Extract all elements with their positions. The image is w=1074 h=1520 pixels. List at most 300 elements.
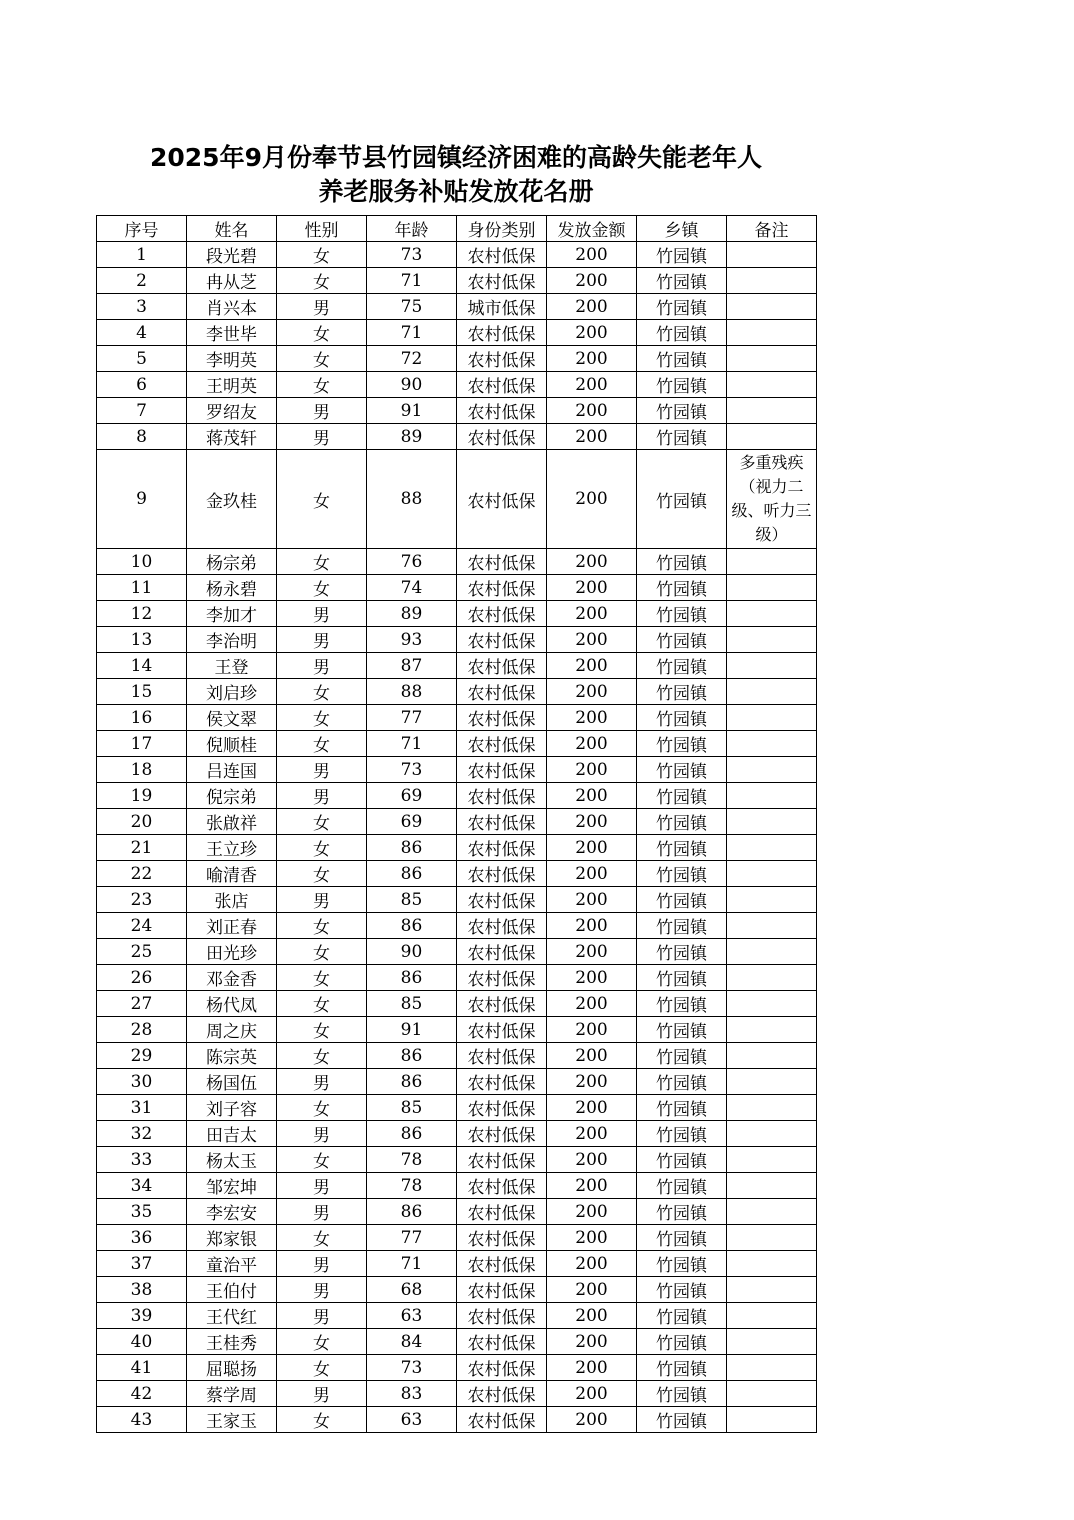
cell-index: 6 <box>97 372 187 398</box>
cell-amount: 200 <box>547 1355 637 1381</box>
cell-index: 37 <box>97 1251 187 1277</box>
cell-index: 17 <box>97 731 187 757</box>
cell-identity-category: 农村低保 <box>457 320 547 346</box>
cell-township: 竹园镇 <box>637 653 727 679</box>
cell-gender: 女 <box>277 731 367 757</box>
cell-identity-category: 农村低保 <box>457 809 547 835</box>
cell-gender: 女 <box>277 913 367 939</box>
cell-gender: 男 <box>277 887 367 913</box>
cell-name: 杨代凤 <box>187 991 277 1017</box>
cell-age: 85 <box>367 1095 457 1121</box>
cell-remarks <box>727 1407 817 1433</box>
cell-amount: 200 <box>547 1329 637 1355</box>
cell-age: 86 <box>367 1121 457 1147</box>
cell-township: 竹园镇 <box>637 939 727 965</box>
cell-identity-category: 农村低保 <box>457 1147 547 1173</box>
cell-township: 竹园镇 <box>637 1381 727 1407</box>
cell-gender: 男 <box>277 424 367 450</box>
cell-identity-category: 农村低保 <box>457 1199 547 1225</box>
cell-township: 竹园镇 <box>637 1147 727 1173</box>
cell-amount: 200 <box>547 346 637 372</box>
table-row <box>97 783 817 809</box>
cell-name: 郑家银 <box>187 1225 277 1251</box>
cell-township: 竹园镇 <box>637 450 727 549</box>
cell-remarks <box>727 1095 817 1121</box>
cell-name: 杨宗弟 <box>187 549 277 575</box>
cell-gender: 男 <box>277 1121 367 1147</box>
cell-gender: 女 <box>277 991 367 1017</box>
cell-identity-category: 农村低保 <box>457 679 547 705</box>
cell-gender: 男 <box>277 783 367 809</box>
cell-name: 倪顺桂 <box>187 731 277 757</box>
cell-identity-category: 农村低保 <box>457 1407 547 1433</box>
cell-identity-category: 农村低保 <box>457 991 547 1017</box>
cell-index: 38 <box>97 1277 187 1303</box>
cell-township: 竹园镇 <box>637 1069 727 1095</box>
cell-township: 竹园镇 <box>637 242 727 268</box>
cell-township: 竹园镇 <box>637 1173 727 1199</box>
cell-name: 杨永碧 <box>187 575 277 601</box>
cell-index: 22 <box>97 861 187 887</box>
cell-index: 13 <box>97 627 187 653</box>
cell-amount: 200 <box>547 1277 637 1303</box>
cell-remarks <box>727 835 817 861</box>
cell-age: 71 <box>367 320 457 346</box>
cell-age: 68 <box>367 1277 457 1303</box>
cell-index: 40 <box>97 1329 187 1355</box>
cell-age: 87 <box>367 653 457 679</box>
cell-index: 25 <box>97 939 187 965</box>
cell-identity-category: 农村低保 <box>457 705 547 731</box>
cell-identity-category: 农村低保 <box>457 887 547 913</box>
cell-index: 1 <box>97 242 187 268</box>
table-row <box>97 1303 817 1329</box>
subsidy-roster-table <box>96 215 817 1433</box>
cell-identity-category: 农村低保 <box>457 861 547 887</box>
cell-identity-category: 农村低保 <box>457 575 547 601</box>
cell-township: 竹园镇 <box>637 809 727 835</box>
cell-index: 15 <box>97 679 187 705</box>
cell-amount: 200 <box>547 1017 637 1043</box>
cell-identity-category: 农村低保 <box>457 398 547 424</box>
cell-township: 竹园镇 <box>637 1251 727 1277</box>
cell-name: 王桂秀 <box>187 1329 277 1355</box>
cell-age: 90 <box>367 939 457 965</box>
cell-age: 91 <box>367 1017 457 1043</box>
cell-index: 12 <box>97 601 187 627</box>
table-row <box>97 679 817 705</box>
cell-index: 3 <box>97 294 187 320</box>
cell-gender: 男 <box>277 1381 367 1407</box>
cell-identity-category: 农村低保 <box>457 913 547 939</box>
cell-gender: 女 <box>277 1407 367 1433</box>
cell-township: 竹园镇 <box>637 835 727 861</box>
cell-amount: 200 <box>547 398 637 424</box>
cell-identity-category: 农村低保 <box>457 346 547 372</box>
cell-name: 吕连国 <box>187 757 277 783</box>
cell-index: 32 <box>97 1121 187 1147</box>
cell-remarks <box>727 783 817 809</box>
cell-township: 竹园镇 <box>637 268 727 294</box>
table-row <box>97 809 817 835</box>
cell-identity-category: 农村低保 <box>457 939 547 965</box>
table-row <box>97 1095 817 1121</box>
cell-township: 竹园镇 <box>637 1199 727 1225</box>
cell-remarks <box>727 1277 817 1303</box>
cell-age: 89 <box>367 424 457 450</box>
table-row <box>97 398 817 424</box>
document-title-line2: 养老服务补贴发放花名册 <box>318 177 594 206</box>
table-row <box>97 1381 817 1407</box>
cell-index: 34 <box>97 1173 187 1199</box>
table-header-row <box>97 216 817 242</box>
cell-remarks <box>727 424 817 450</box>
cell-age: 85 <box>367 991 457 1017</box>
table-row <box>97 575 817 601</box>
cell-remarks <box>727 1381 817 1407</box>
cell-remarks <box>727 1069 817 1095</box>
cell-gender: 女 <box>277 705 367 731</box>
cell-age: 86 <box>367 1043 457 1069</box>
table-row <box>97 372 817 398</box>
cell-gender: 女 <box>277 965 367 991</box>
cell-name: 李治明 <box>187 627 277 653</box>
cell-name: 段光碧 <box>187 242 277 268</box>
cell-gender: 女 <box>277 549 367 575</box>
cell-identity-category: 农村低保 <box>457 783 547 809</box>
cell-index: 41 <box>97 1355 187 1381</box>
cell-township: 竹园镇 <box>637 705 727 731</box>
table-row <box>97 601 817 627</box>
cell-gender: 男 <box>277 1277 367 1303</box>
cell-index: 14 <box>97 653 187 679</box>
cell-township: 竹园镇 <box>637 757 727 783</box>
cell-index: 20 <box>97 809 187 835</box>
header-township: 乡镇 <box>637 216 727 242</box>
cell-index: 33 <box>97 1147 187 1173</box>
cell-amount: 200 <box>547 1147 637 1173</box>
cell-index: 21 <box>97 835 187 861</box>
cell-name: 刘启珍 <box>187 679 277 705</box>
cell-township: 竹园镇 <box>637 601 727 627</box>
cell-identity-category: 农村低保 <box>457 627 547 653</box>
cell-amount: 200 <box>547 861 637 887</box>
table-row <box>97 268 817 294</box>
cell-age: 75 <box>367 294 457 320</box>
cell-index: 19 <box>97 783 187 809</box>
cell-township: 竹园镇 <box>637 1043 727 1069</box>
cell-identity-category: 农村低保 <box>457 731 547 757</box>
cell-township: 竹园镇 <box>637 1225 727 1251</box>
cell-index: 4 <box>97 320 187 346</box>
cell-name: 李世毕 <box>187 320 277 346</box>
header-index: 序号 <box>97 216 187 242</box>
cell-index: 39 <box>97 1303 187 1329</box>
cell-age: 86 <box>367 913 457 939</box>
cell-remarks <box>727 809 817 835</box>
cell-gender: 女 <box>277 809 367 835</box>
cell-name: 冉从芝 <box>187 268 277 294</box>
cell-amount: 200 <box>547 653 637 679</box>
cell-name: 田光珍 <box>187 939 277 965</box>
cell-name: 邹宏坤 <box>187 1173 277 1199</box>
cell-age: 74 <box>367 575 457 601</box>
table-row <box>97 835 817 861</box>
cell-name: 屈聪扬 <box>187 1355 277 1381</box>
table-row <box>97 1329 817 1355</box>
table-row <box>97 1199 817 1225</box>
table-row <box>97 1017 817 1043</box>
cell-index: 29 <box>97 1043 187 1069</box>
cell-gender: 男 <box>277 757 367 783</box>
cell-amount: 200 <box>547 783 637 809</box>
cell-index: 2 <box>97 268 187 294</box>
cell-identity-category: 农村低保 <box>457 1069 547 1095</box>
cell-name: 张啟祥 <box>187 809 277 835</box>
cell-index: 27 <box>97 991 187 1017</box>
document-title-line1: 2025年9月份奉节县竹园镇经济困难的高龄失能老年人 <box>150 143 762 172</box>
cell-township: 竹园镇 <box>637 1329 727 1355</box>
cell-name: 喻清香 <box>187 861 277 887</box>
table-row <box>97 1173 817 1199</box>
cell-name: 张店 <box>187 887 277 913</box>
cell-age: 73 <box>367 1355 457 1381</box>
table-row <box>97 549 817 575</box>
cell-gender: 女 <box>277 939 367 965</box>
cell-age: 90 <box>367 372 457 398</box>
cell-gender: 男 <box>277 1173 367 1199</box>
cell-gender: 男 <box>277 294 367 320</box>
cell-township: 竹园镇 <box>637 575 727 601</box>
cell-township: 竹园镇 <box>637 294 727 320</box>
cell-amount: 200 <box>547 809 637 835</box>
cell-amount: 200 <box>547 575 637 601</box>
table-row <box>97 887 817 913</box>
cell-amount: 200 <box>547 913 637 939</box>
cell-name: 陈宗英 <box>187 1043 277 1069</box>
cell-name: 王登 <box>187 653 277 679</box>
cell-remarks <box>727 1199 817 1225</box>
cell-amount: 200 <box>547 1043 637 1069</box>
cell-name: 刘正春 <box>187 913 277 939</box>
cell-identity-category: 农村低保 <box>457 1277 547 1303</box>
cell-remarks <box>727 653 817 679</box>
cell-gender: 女 <box>277 1329 367 1355</box>
cell-age: 86 <box>367 1199 457 1225</box>
cell-identity-category: 农村低保 <box>457 1121 547 1147</box>
table-row <box>97 1121 817 1147</box>
cell-township: 竹园镇 <box>637 1121 727 1147</box>
cell-gender: 男 <box>277 1069 367 1095</box>
cell-name: 杨国伍 <box>187 1069 277 1095</box>
cell-age: 86 <box>367 965 457 991</box>
cell-age: 78 <box>367 1173 457 1199</box>
cell-amount: 200 <box>547 835 637 861</box>
cell-gender: 男 <box>277 601 367 627</box>
cell-age: 63 <box>367 1407 457 1433</box>
cell-township: 竹园镇 <box>637 1277 727 1303</box>
cell-age: 84 <box>367 1329 457 1355</box>
cell-name: 周之庆 <box>187 1017 277 1043</box>
cell-identity-category: 农村低保 <box>457 601 547 627</box>
cell-age: 85 <box>367 887 457 913</box>
cell-identity-category: 农村低保 <box>457 835 547 861</box>
table-row <box>97 939 817 965</box>
cell-identity-category: 农村低保 <box>457 1381 547 1407</box>
cell-name: 李明英 <box>187 346 277 372</box>
cell-gender: 女 <box>277 575 367 601</box>
cell-gender: 男 <box>277 398 367 424</box>
table-row <box>97 320 817 346</box>
cell-age: 91 <box>367 398 457 424</box>
cell-name: 田吉太 <box>187 1121 277 1147</box>
cell-amount: 200 <box>547 1069 637 1095</box>
cell-index: 16 <box>97 705 187 731</box>
cell-township: 竹园镇 <box>637 965 727 991</box>
cell-amount: 200 <box>547 731 637 757</box>
table-row <box>97 965 817 991</box>
cell-township: 竹园镇 <box>637 372 727 398</box>
cell-gender: 女 <box>277 1225 367 1251</box>
cell-amount: 200 <box>547 450 637 549</box>
cell-township: 竹园镇 <box>637 1303 727 1329</box>
cell-gender: 男 <box>277 1251 367 1277</box>
cell-remarks <box>727 991 817 1017</box>
cell-name: 王伯付 <box>187 1277 277 1303</box>
cell-name: 侯文翠 <box>187 705 277 731</box>
cell-index: 8 <box>97 424 187 450</box>
cell-amount: 200 <box>547 1251 637 1277</box>
cell-name: 王立珍 <box>187 835 277 861</box>
cell-name: 金玖桂 <box>187 450 277 549</box>
cell-township: 竹园镇 <box>637 679 727 705</box>
table-row <box>97 627 817 653</box>
table-row <box>97 450 817 549</box>
cell-gender: 男 <box>277 1303 367 1329</box>
cell-age: 86 <box>367 1069 457 1095</box>
cell-amount: 200 <box>547 1225 637 1251</box>
cell-amount: 200 <box>547 1095 637 1121</box>
cell-amount: 200 <box>547 757 637 783</box>
table-row <box>97 757 817 783</box>
cell-age: 83 <box>367 1381 457 1407</box>
cell-name: 罗绍友 <box>187 398 277 424</box>
cell-identity-category: 农村低保 <box>457 450 547 549</box>
cell-township: 竹园镇 <box>637 424 727 450</box>
cell-index: 36 <box>97 1225 187 1251</box>
cell-amount: 200 <box>547 424 637 450</box>
cell-age: 73 <box>367 242 457 268</box>
header-gender: 性别 <box>277 216 367 242</box>
table-row <box>97 424 817 450</box>
cell-township: 竹园镇 <box>637 398 727 424</box>
cell-index: 9 <box>97 450 187 549</box>
cell-amount: 200 <box>547 627 637 653</box>
cell-remarks <box>727 679 817 705</box>
cell-index: 7 <box>97 398 187 424</box>
cell-gender: 女 <box>277 1017 367 1043</box>
table-row <box>97 731 817 757</box>
cell-name: 蒋茂轩 <box>187 424 277 450</box>
cell-age: 71 <box>367 1251 457 1277</box>
cell-index: 31 <box>97 1095 187 1121</box>
cell-amount: 200 <box>547 294 637 320</box>
cell-identity-category: 农村低保 <box>457 1095 547 1121</box>
cell-index: 24 <box>97 913 187 939</box>
cell-remarks <box>727 1017 817 1043</box>
table-row <box>97 913 817 939</box>
cell-identity-category: 农村低保 <box>457 1251 547 1277</box>
cell-identity-category: 农村低保 <box>457 653 547 679</box>
cell-amount: 200 <box>547 1173 637 1199</box>
cell-index: 28 <box>97 1017 187 1043</box>
table-row <box>97 991 817 1017</box>
cell-gender: 女 <box>277 1147 367 1173</box>
cell-remarks <box>727 1329 817 1355</box>
cell-name: 李加才 <box>187 601 277 627</box>
cell-identity-category: 农村低保 <box>457 1043 547 1069</box>
cell-remarks <box>727 887 817 913</box>
table-row <box>97 861 817 887</box>
cell-identity-category: 城市低保 <box>457 294 547 320</box>
cell-township: 竹园镇 <box>637 991 727 1017</box>
cell-index: 30 <box>97 1069 187 1095</box>
cell-amount: 200 <box>547 887 637 913</box>
cell-amount: 200 <box>547 601 637 627</box>
cell-index: 35 <box>97 1199 187 1225</box>
cell-age: 63 <box>367 1303 457 1329</box>
cell-township: 竹园镇 <box>637 1355 727 1381</box>
cell-township: 竹园镇 <box>637 887 727 913</box>
cell-remarks <box>727 1121 817 1147</box>
cell-remarks <box>727 1173 817 1199</box>
cell-identity-category: 农村低保 <box>457 372 547 398</box>
cell-identity-category: 农村低保 <box>457 1329 547 1355</box>
cell-identity-category: 农村低保 <box>457 242 547 268</box>
cell-identity-category: 农村低保 <box>457 1225 547 1251</box>
cell-township: 竹园镇 <box>637 731 727 757</box>
cell-remarks <box>727 627 817 653</box>
table-row <box>97 1225 817 1251</box>
cell-identity-category: 农村低保 <box>457 549 547 575</box>
cell-gender: 女 <box>277 861 367 887</box>
cell-gender: 男 <box>277 653 367 679</box>
table-row <box>97 1043 817 1069</box>
cell-gender: 男 <box>277 627 367 653</box>
cell-amount: 200 <box>547 991 637 1017</box>
table-row <box>97 1277 817 1303</box>
cell-remarks <box>727 601 817 627</box>
cell-gender: 女 <box>277 320 367 346</box>
cell-index: 5 <box>97 346 187 372</box>
cell-remarks <box>727 346 817 372</box>
cell-amount: 200 <box>547 679 637 705</box>
cell-township: 竹园镇 <box>637 1407 727 1433</box>
cell-gender: 女 <box>277 1095 367 1121</box>
table-row <box>97 1407 817 1433</box>
cell-age: 76 <box>367 549 457 575</box>
cell-gender: 女 <box>277 450 367 549</box>
cell-remarks <box>727 731 817 757</box>
cell-age: 69 <box>367 783 457 809</box>
cell-name: 肖兴本 <box>187 294 277 320</box>
cell-identity-category: 农村低保 <box>457 1303 547 1329</box>
cell-identity-category: 农村低保 <box>457 965 547 991</box>
cell-age: 93 <box>367 627 457 653</box>
cell-name: 邓金香 <box>187 965 277 991</box>
cell-remarks <box>727 242 817 268</box>
cell-township: 竹园镇 <box>637 783 727 809</box>
